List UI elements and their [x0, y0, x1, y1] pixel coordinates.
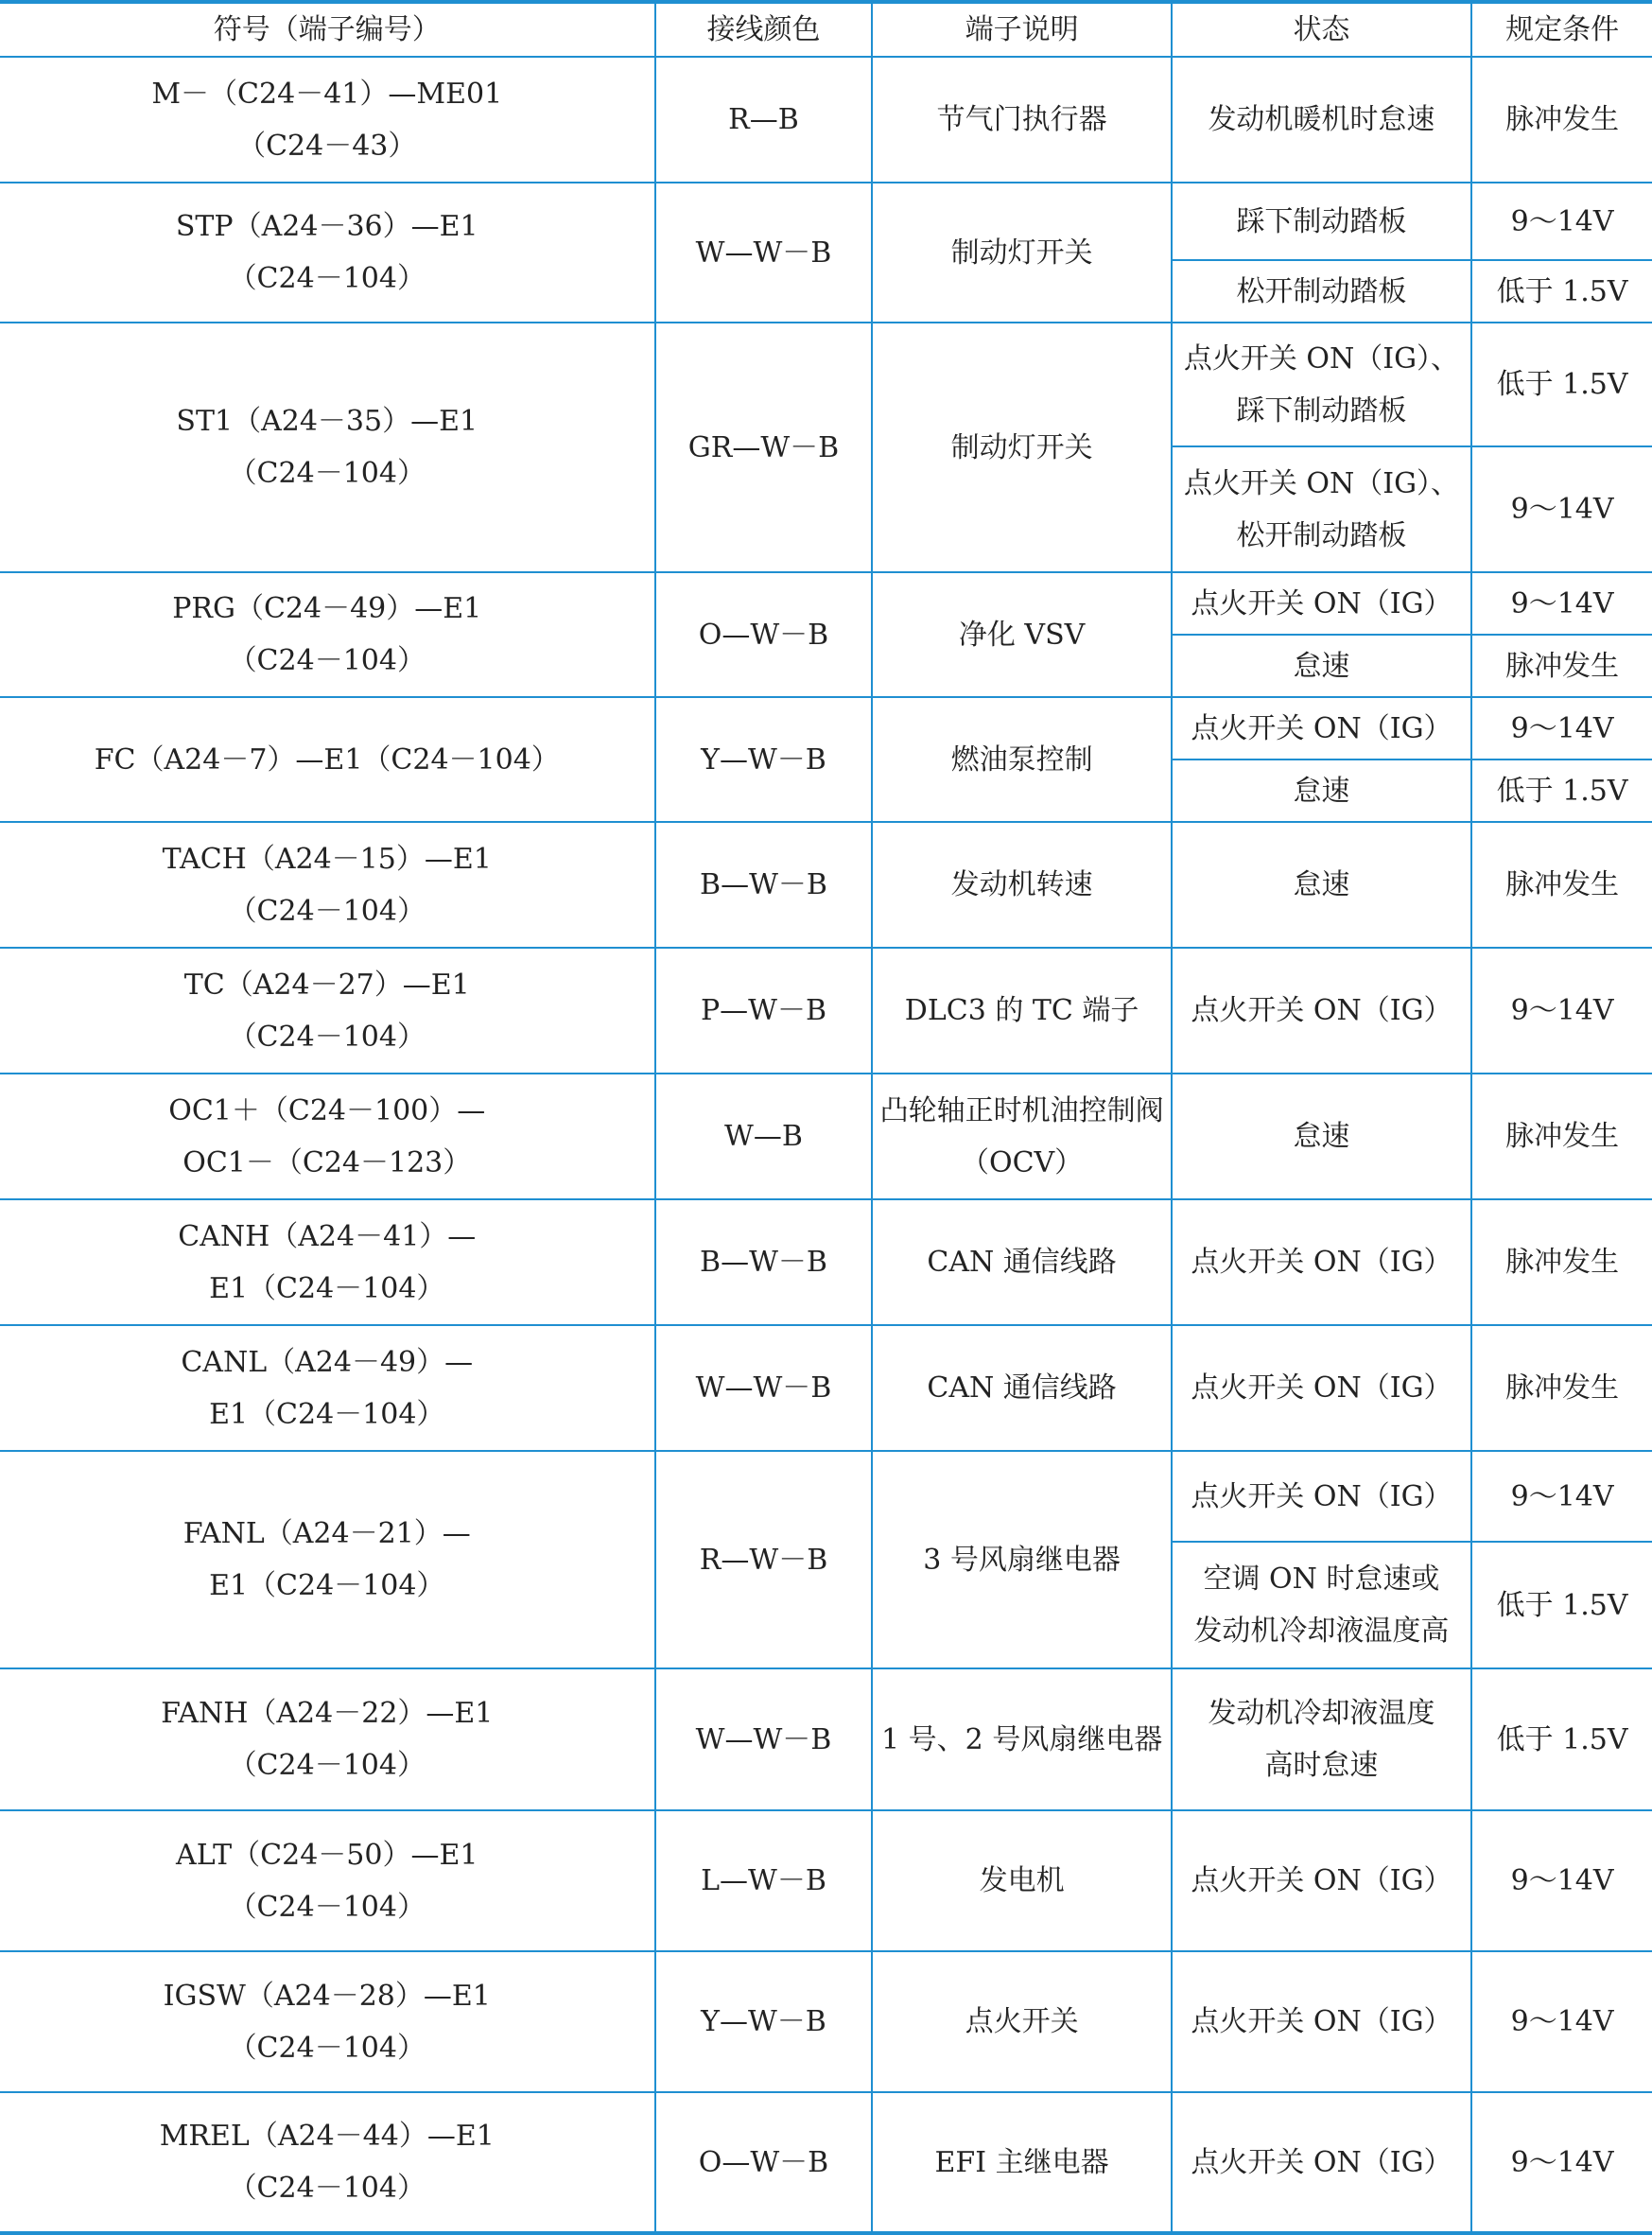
table-row — [0, 697, 1652, 760]
header-symbol: 符号（端子编号） — [0, 2, 655, 57]
state-cell: 点火开关 ON（IG） — [1172, 697, 1472, 760]
wire-color-cell: W—W－B — [655, 183, 873, 323]
state-cell: 怠速 — [1172, 635, 1472, 697]
terminal-desc-cell: DLC3 的 TC 端子 — [872, 948, 1171, 1074]
terminal-desc-cell: 燃油泵控制 — [872, 697, 1171, 822]
state-cell: 松开制动踏板 — [1172, 260, 1472, 323]
state-cell: 点火开关 ON（IG） — [1172, 1810, 1472, 1951]
condition-cell: 脉冲发生 — [1471, 1199, 1652, 1325]
table-body — [0, 57, 1652, 2233]
table-row — [0, 57, 1652, 183]
state-cell: 点火开关 ON（IG） — [1172, 1325, 1472, 1451]
wire-color-cell: O—W－B — [655, 2092, 873, 2233]
wire-color-cell: Y—W－B — [655, 1951, 873, 2092]
table-row — [0, 572, 1652, 635]
terminal-desc-cell: CAN 通信线路 — [872, 1199, 1171, 1325]
terminal-symbol-cell: FC（A24－7）—E1（C24－104） — [0, 697, 655, 822]
table-row — [0, 1810, 1652, 1951]
condition-cell: 低于 1.5V — [1471, 1668, 1652, 1810]
condition-cell: 9～14V — [1471, 697, 1652, 760]
terminal-symbol-cell: TACH（A24－15）—E1 （C24－104） — [0, 822, 655, 948]
condition-cell: 低于 1.5V — [1471, 1542, 1652, 1668]
terminal-symbol-cell: FANL（A24－21）— E1（C24－104） — [0, 1451, 655, 1668]
state-cell: 空调 ON 时怠速或 发动机冷却液温度高 — [1172, 1542, 1472, 1668]
state-cell: 怠速 — [1172, 822, 1472, 948]
table-row — [0, 323, 1652, 446]
terminal-symbol-cell: TC（A24－27）—E1 （C24－104） — [0, 948, 655, 1074]
table-row — [0, 822, 1652, 948]
terminal-symbol-cell: OC1＋（C24－100）— OC1－（C24－123） — [0, 1074, 655, 1199]
wire-color-cell: B—W－B — [655, 1199, 873, 1325]
condition-cell: 脉冲发生 — [1471, 822, 1652, 948]
condition-cell: 脉冲发生 — [1471, 1074, 1652, 1199]
wire-color-cell: Y—W－B — [655, 697, 873, 822]
condition-cell: 9～14V — [1471, 572, 1652, 635]
state-cell: 踩下制动踏板 — [1172, 183, 1472, 260]
condition-cell: 低于 1.5V — [1471, 323, 1652, 446]
terminal-symbol-cell: ST1（A24－35）—E1 （C24－104） — [0, 323, 655, 572]
condition-cell: 9～14V — [1471, 183, 1652, 260]
condition-cell: 低于 1.5V — [1471, 760, 1652, 822]
wire-color-cell: P—W－B — [655, 948, 873, 1074]
terminal-symbol-cell: PRG（C24－49）—E1 （C24－104） — [0, 572, 655, 697]
terminal-desc-cell: 点火开关 — [872, 1951, 1171, 2092]
state-cell: 点火开关 ON（IG） — [1172, 948, 1472, 1074]
state-cell: 点火开关 ON（IG） — [1172, 572, 1472, 635]
wire-color-cell: W—B — [655, 1074, 873, 1199]
wire-color-cell: W—W－B — [655, 1325, 873, 1451]
wire-color-cell: L—W－B — [655, 1810, 873, 1951]
table-row — [0, 948, 1652, 1074]
table-row — [0, 183, 1652, 260]
condition-cell: 9～14V — [1471, 1451, 1652, 1542]
condition-cell: 脉冲发生 — [1471, 57, 1652, 183]
terminal-desc-cell: 发动机转速 — [872, 822, 1171, 948]
wire-color-cell: B—W－B — [655, 822, 873, 948]
terminal-desc-cell: EFI 主继电器 — [872, 2092, 1171, 2233]
wire-color-cell: R—W－B — [655, 1451, 873, 1668]
state-cell: 怠速 — [1172, 760, 1472, 822]
table-row — [0, 1668, 1652, 1810]
header-wire-color: 接线颜色 — [655, 2, 873, 57]
condition-cell: 9～14V — [1471, 446, 1652, 572]
condition-cell: 脉冲发生 — [1471, 635, 1652, 697]
state-cell: 怠速 — [1172, 1074, 1472, 1199]
state-cell: 点火开关 ON（IG） — [1172, 1951, 1472, 2092]
table-row — [0, 1951, 1652, 2092]
terminal-symbol-cell: FANH（A24－22）—E1 （C24－104） — [0, 1668, 655, 1810]
condition-cell: 9～14V — [1471, 948, 1652, 1074]
terminal-desc-cell: 净化 VSV — [872, 572, 1171, 697]
terminal-desc-cell: CAN 通信线路 — [872, 1325, 1171, 1451]
condition-cell: 脉冲发生 — [1471, 1325, 1652, 1451]
terminal-symbol-cell: IGSW（A24－28）—E1 （C24－104） — [0, 1951, 655, 2092]
header-terminal-desc: 端子说明 — [872, 2, 1171, 57]
wire-color-cell: W—W－B — [655, 1668, 873, 1810]
wire-color-cell: O—W－B — [655, 572, 873, 697]
terminal-desc-cell: 制动灯开关 — [872, 323, 1171, 572]
state-cell: 发动机冷却液温度 高时怠速 — [1172, 1668, 1472, 1810]
header-row — [0, 2, 1652, 57]
table-row — [0, 2092, 1652, 2233]
wire-color-cell: R—B — [655, 57, 873, 183]
terminal-symbol-cell: M－（C24－41）—ME01 （C24－43） — [0, 57, 655, 183]
condition-cell: 9～14V — [1471, 1951, 1652, 2092]
terminal-symbol-cell: CANL（A24－49）— E1（C24－104） — [0, 1325, 655, 1451]
state-cell: 点火开关 ON（IG） — [1172, 1199, 1472, 1325]
state-cell: 点火开关 ON（IG）、 踩下制动踏板 — [1172, 323, 1472, 446]
state-cell: 发动机暖机时怠速 — [1172, 57, 1472, 183]
terminal-symbol-cell: MREL（A24－44）—E1 （C24－104） — [0, 2092, 655, 2233]
table-row — [0, 1325, 1652, 1451]
terminal-symbol-cell: STP（A24－36）—E1 （C24－104） — [0, 183, 655, 323]
terminal-desc-cell: 节气门执行器 — [872, 57, 1171, 183]
header-state: 状态 — [1172, 2, 1472, 57]
state-cell: 点火开关 ON（IG） — [1172, 1451, 1472, 1542]
table-row — [0, 1451, 1652, 1542]
terminal-desc-cell: 1 号、2 号风扇继电器 — [872, 1668, 1171, 1810]
state-cell: 点火开关 ON（IG） — [1172, 2092, 1472, 2233]
wire-color-cell: GR—W－B — [655, 323, 873, 572]
header-condition: 规定条件 — [1471, 2, 1652, 57]
table-row — [0, 1199, 1652, 1325]
terminal-desc-cell: 3 号风扇继电器 — [872, 1451, 1171, 1668]
condition-cell: 9～14V — [1471, 1810, 1652, 1951]
terminal-desc-cell: 发电机 — [872, 1810, 1171, 1951]
terminal-symbol-cell: ALT（C24－50）—E1 （C24－104） — [0, 1810, 655, 1951]
terminal-desc-cell: 凸轮轴正时机油控制阀 （OCV） — [872, 1074, 1171, 1199]
condition-cell: 9～14V — [1471, 2092, 1652, 2233]
terminal-symbol-cell: CANH（A24－41）— E1（C24－104） — [0, 1199, 655, 1325]
state-cell: 点火开关 ON（IG）、 松开制动踏板 — [1172, 446, 1472, 572]
condition-cell: 低于 1.5V — [1471, 260, 1652, 323]
table-row — [0, 1074, 1652, 1199]
terminal-desc-cell: 制动灯开关 — [872, 183, 1171, 323]
